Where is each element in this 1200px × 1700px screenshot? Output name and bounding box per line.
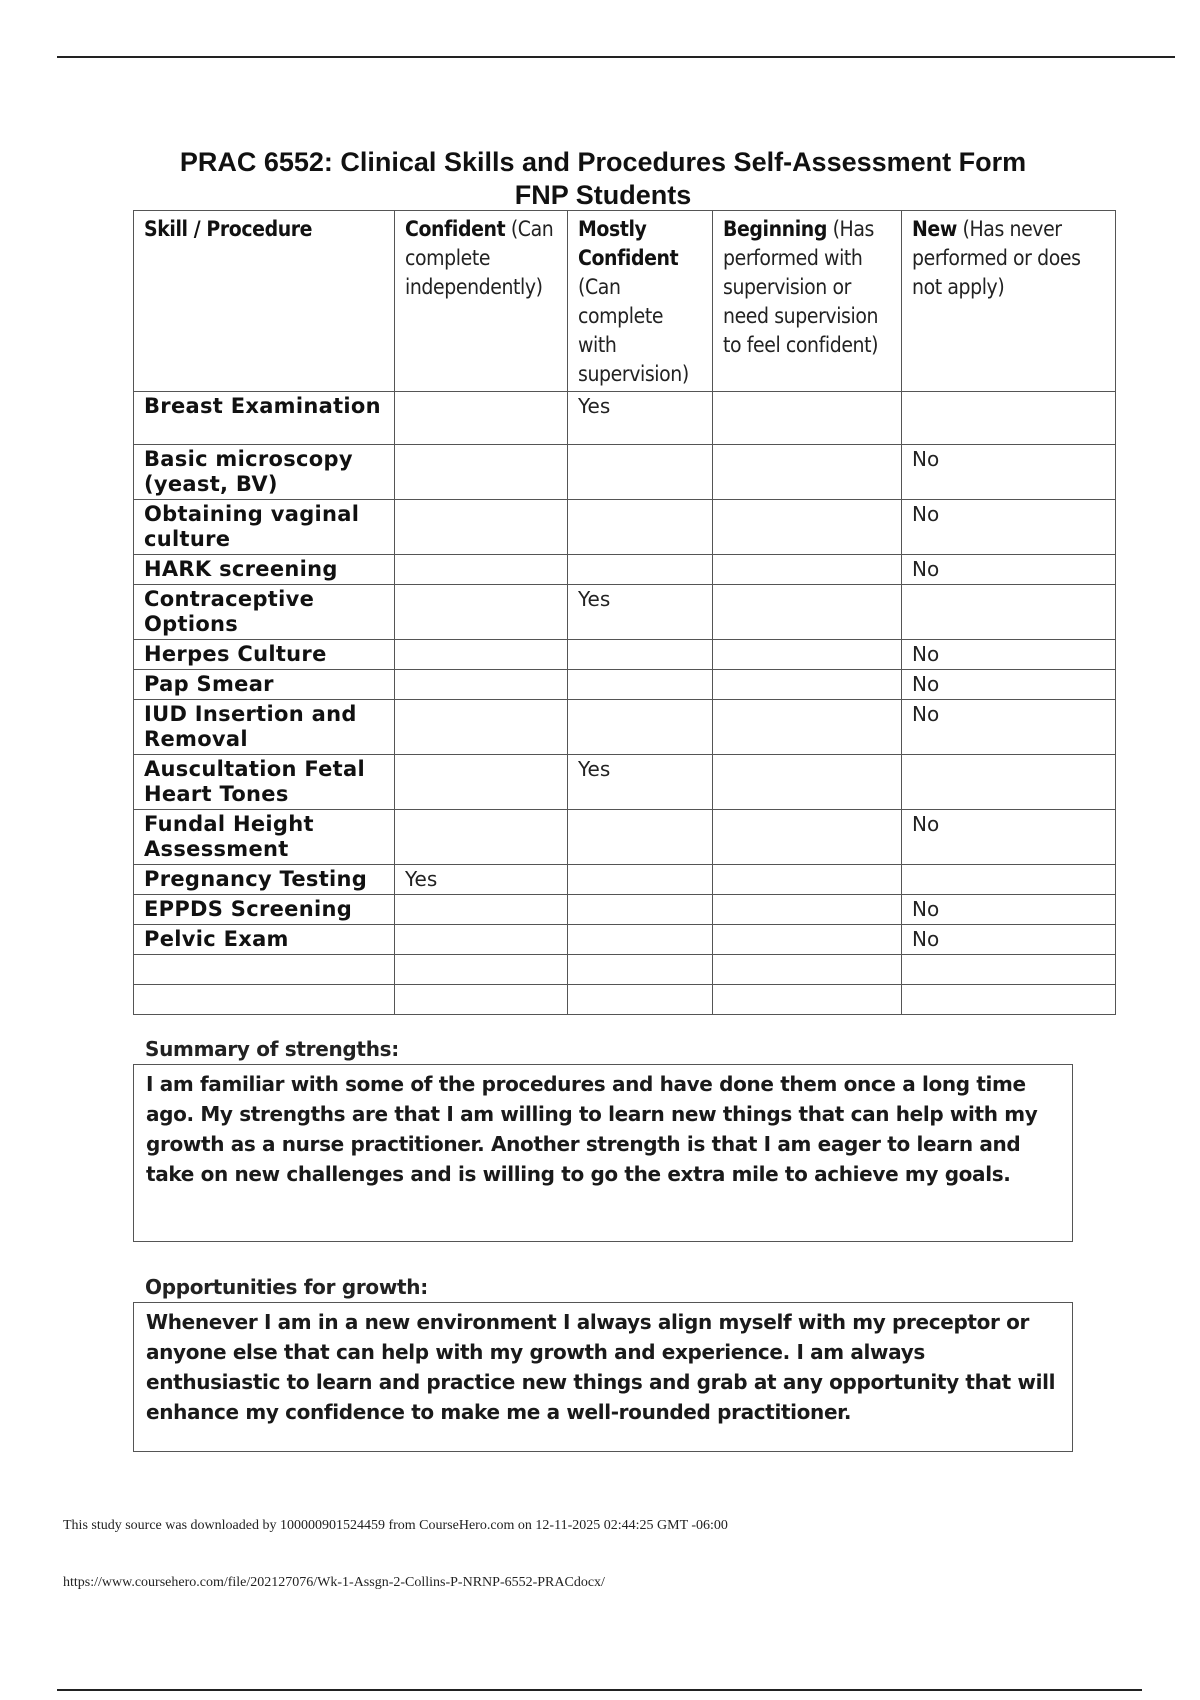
skill-name-cell: EPPDS Screening bbox=[134, 895, 395, 925]
source-url[interactable]: https://www.coursehero.com/file/202127076/Wk-1-Assgn-2-Collins-P-NRNP-6552-PRACdocx/ bbox=[63, 1575, 605, 1590]
header-mostly-note: (Can complete with supervision) bbox=[578, 275, 689, 386]
rating-mostly-cell bbox=[568, 640, 713, 670]
header-new-label: New bbox=[912, 217, 957, 241]
table-row bbox=[134, 445, 1116, 500]
skill-name-cell: Contraceptive Options bbox=[134, 585, 395, 640]
rating-beginning-cell bbox=[713, 895, 902, 925]
skill-name-cell: Pregnancy Testing bbox=[134, 865, 395, 895]
rating-beginning-cell bbox=[713, 500, 902, 555]
rating-confident-cell bbox=[395, 555, 568, 585]
rating-confident-cell bbox=[395, 985, 568, 1015]
table-row bbox=[134, 392, 1116, 445]
header-beginning-note: (Has performed with supervision or need supervision to feel confident) bbox=[723, 217, 879, 357]
rating-new-cell bbox=[902, 985, 1116, 1015]
skill-name-cell: Auscultation Fetal Heart Tones bbox=[134, 755, 395, 810]
skill-name-cell: HARK screening bbox=[134, 555, 395, 585]
rating-mostly-cell bbox=[568, 500, 713, 555]
header-mostly-confident bbox=[568, 211, 713, 392]
rating-new-cell bbox=[902, 755, 1116, 810]
skill-name-cell: Herpes Culture bbox=[134, 640, 395, 670]
header-confident-label: Confident bbox=[405, 217, 506, 241]
rating-mostly-cell bbox=[568, 955, 713, 985]
rating-mostly-cell bbox=[568, 700, 713, 755]
rating-beginning-cell bbox=[713, 445, 902, 500]
skill-name-cell bbox=[134, 955, 395, 985]
table-row bbox=[134, 585, 1116, 640]
header-mostly-label: Mostly Confident bbox=[578, 217, 679, 270]
top-rule bbox=[57, 56, 1175, 58]
rating-beginning-cell bbox=[713, 555, 902, 585]
growth-label: Opportunities for growth: bbox=[145, 1275, 428, 1299]
rating-mostly-cell: Yes bbox=[568, 392, 713, 445]
rating-new-cell: No bbox=[902, 500, 1116, 555]
rating-confident-cell bbox=[395, 640, 568, 670]
rating-confident-cell bbox=[395, 392, 568, 445]
rating-new-cell bbox=[902, 585, 1116, 640]
table-row bbox=[134, 865, 1116, 895]
skill-name-cell: IUD Insertion and Removal bbox=[134, 700, 395, 755]
skill-name-cell: Basic microscopy (yeast, BV) bbox=[134, 445, 395, 500]
rating-confident-cell bbox=[395, 500, 568, 555]
table-row bbox=[134, 755, 1116, 810]
rating-beginning-cell bbox=[713, 670, 902, 700]
rating-beginning-cell bbox=[713, 700, 902, 755]
rating-mostly-cell bbox=[568, 925, 713, 955]
skill-name-cell: Breast Examination bbox=[134, 392, 395, 445]
rating-beginning-cell bbox=[713, 755, 902, 810]
table-row bbox=[134, 810, 1116, 865]
rating-new-cell: No bbox=[902, 700, 1116, 755]
rating-new-cell bbox=[902, 955, 1116, 985]
table-row bbox=[134, 700, 1116, 755]
table-row bbox=[134, 670, 1116, 700]
rating-confident-cell bbox=[395, 670, 568, 700]
rating-new-cell: No bbox=[902, 925, 1116, 955]
rating-beginning-cell bbox=[713, 585, 902, 640]
table-row bbox=[134, 985, 1116, 1015]
rating-confident-cell bbox=[395, 700, 568, 755]
skills-table bbox=[133, 210, 1116, 1015]
rating-new-cell: No bbox=[902, 670, 1116, 700]
table-row bbox=[134, 640, 1116, 670]
rating-mostly-cell: Yes bbox=[568, 755, 713, 810]
header-skill bbox=[134, 211, 395, 392]
strengths-label: Summary of strengths: bbox=[145, 1037, 399, 1061]
table-row bbox=[134, 500, 1116, 555]
growth-box: Whenever I am in a new environment I always align myself with my preceptor or anyone else that can help with my growth and experience. I am always enthusiastic to learn and practice new things and grab at any opportunity that will enhance my confidence to make me a well-rounded practitioner. bbox=[133, 1302, 1073, 1452]
header-new-note: (Has never performed or does not apply) bbox=[912, 217, 1081, 299]
page-subtitle: FNP Students bbox=[514, 180, 692, 210]
rating-confident-cell bbox=[395, 955, 568, 985]
skill-name-cell bbox=[134, 985, 395, 1015]
header-beginning-label: Beginning bbox=[723, 217, 827, 241]
rating-confident-cell bbox=[395, 585, 568, 640]
rating-beginning-cell bbox=[713, 985, 902, 1015]
bottom-rule bbox=[57, 1689, 1142, 1691]
strengths-box: I am familiar with some of the procedures and have done them once a long time ago. My strengths are that I am willing to learn new things that can help with my growth as a nurse practitioner. Another strength is that I am eager to learn and take on new challenges and is willing to go the extra mile to achieve my goals. bbox=[133, 1064, 1073, 1242]
rating-mostly-cell bbox=[568, 865, 713, 895]
table-header-row bbox=[134, 211, 1116, 392]
rating-confident-cell bbox=[395, 810, 568, 865]
table-row bbox=[134, 555, 1116, 585]
header-beginning bbox=[713, 211, 902, 392]
rating-confident-cell bbox=[395, 755, 568, 810]
header-new bbox=[902, 211, 1116, 392]
header-confident-note: (Can complete independently) bbox=[405, 217, 554, 299]
rating-beginning-cell bbox=[713, 392, 902, 445]
rating-confident-cell: Yes bbox=[395, 865, 568, 895]
rating-new-cell bbox=[902, 392, 1116, 445]
header-skill-label: Skill / Procedure bbox=[144, 217, 313, 241]
skill-name-cell: Pelvic Exam bbox=[134, 925, 395, 955]
rating-beginning-cell bbox=[713, 925, 902, 955]
header-confident bbox=[395, 211, 568, 392]
rating-mostly-cell bbox=[568, 985, 713, 1015]
rating-beginning-cell bbox=[713, 640, 902, 670]
rating-new-cell: No bbox=[902, 640, 1116, 670]
table-row bbox=[134, 925, 1116, 955]
skill-name-cell: Pap Smear bbox=[134, 670, 395, 700]
rating-mostly-cell bbox=[568, 670, 713, 700]
rating-mostly-cell: Yes bbox=[568, 585, 713, 640]
rating-new-cell: No bbox=[902, 555, 1116, 585]
rating-confident-cell bbox=[395, 895, 568, 925]
rating-mostly-cell bbox=[568, 810, 713, 865]
rating-mostly-cell bbox=[568, 895, 713, 925]
rating-new-cell: No bbox=[902, 445, 1116, 500]
skill-name-cell: Fundal Height Assessment bbox=[134, 810, 395, 865]
download-note: This study source was downloaded by 100000901524459 from CourseHero.com on 12-11-2025 02:44:25 GMT -06:00 bbox=[63, 1518, 728, 1533]
rating-beginning-cell bbox=[713, 810, 902, 865]
rating-new-cell: No bbox=[902, 895, 1116, 925]
rating-mostly-cell bbox=[568, 555, 713, 585]
rating-mostly-cell bbox=[568, 445, 713, 500]
table-row bbox=[134, 955, 1116, 985]
rating-beginning-cell bbox=[713, 865, 902, 895]
rating-beginning-cell bbox=[713, 955, 902, 985]
rating-new-cell: No bbox=[902, 810, 1116, 865]
rating-new-cell bbox=[902, 865, 1116, 895]
skill-name-cell: Obtaining vaginal culture bbox=[134, 500, 395, 555]
rating-confident-cell bbox=[395, 925, 568, 955]
rating-confident-cell bbox=[395, 445, 568, 500]
table-row bbox=[134, 895, 1116, 925]
page-title: PRAC 6552: Clinical Skills and Procedures Self-Assessment Form bbox=[179, 147, 1027, 177]
